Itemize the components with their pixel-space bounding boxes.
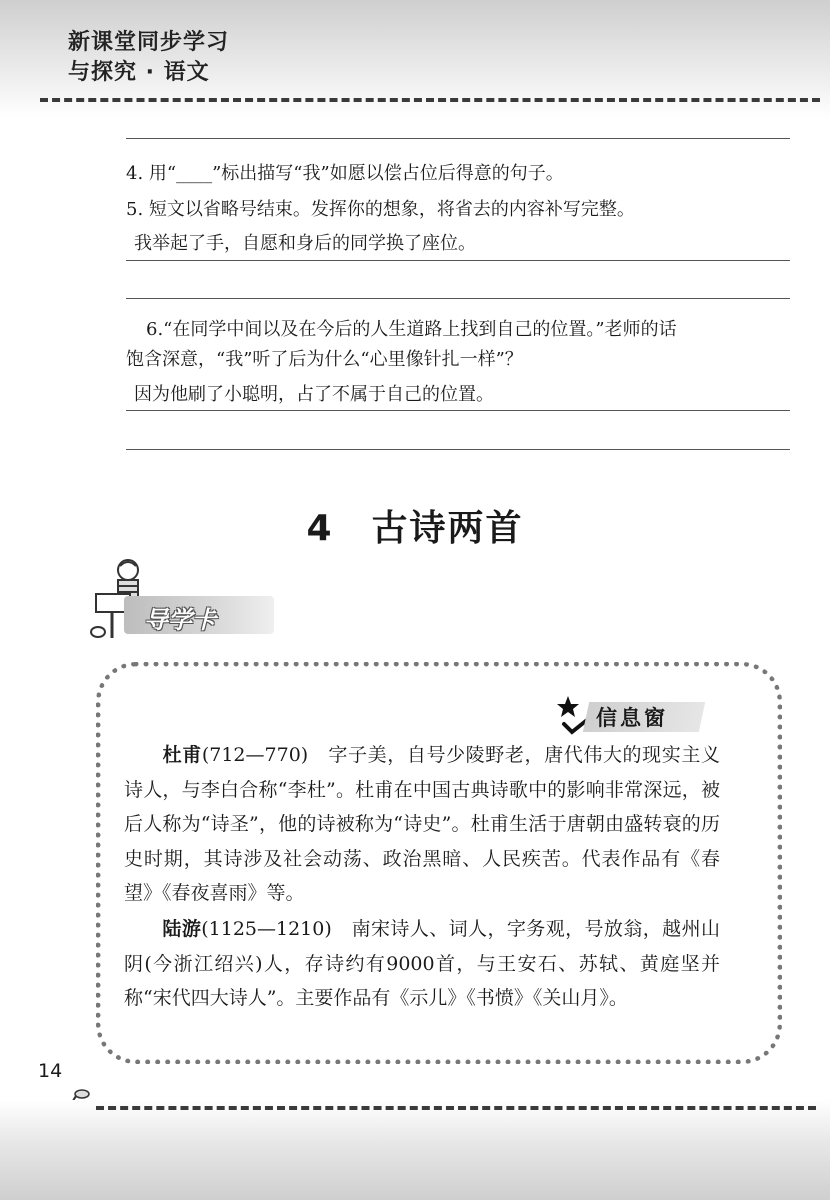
- page-header: [0, 0, 830, 118]
- guide-card-label: 导学卡: [144, 606, 216, 634]
- lesson-number: 4: [306, 508, 334, 549]
- footer-dashed-divider: [96, 1106, 816, 1110]
- info-paragraph-dufu: [124, 738, 720, 911]
- header-dashed-divider: [40, 98, 820, 102]
- guide-card-banner: [82, 556, 282, 646]
- answer-line: [126, 138, 790, 139]
- dufu-description: (712—770) 字子美，自号少陵野老，唐代伟大的现实主义诗人，与李白合称“李杜”。杜甫在中国古典诗歌中的影响非常深远，被后人称为“诗圣”，他的诗被称为“诗史”。杜甫生活于唐朝由盛转衰的历史时期，其诗涉及社会动荡、政治黑暗、人民疾苦。代表作品有《春望》《春夜喜雨》等。: [124, 744, 720, 904]
- question-6-line1: 6.“在同学中间以及在今后的人生道路上找到自己的位置。”老师的话: [146, 319, 677, 340]
- info-paragraph-luyou: [124, 912, 720, 1016]
- question-5: 5. 短文以省略号结束。发挥你的想象，将省去的内容补写完整。: [126, 199, 635, 220]
- info-window-label: 信息窗: [596, 706, 668, 730]
- dufu-name: 杜甫: [162, 744, 202, 766]
- answer-line: [126, 410, 790, 411]
- question-6-answer: 因为他刷了小聪明，占了不属于自己的位置。: [134, 384, 494, 405]
- lesson-heading: [0, 500, 830, 551]
- luyou-name: 陆游: [162, 918, 202, 940]
- question-5-answer: 我举起了手，自愿和身后的同学换了座位。: [134, 233, 476, 254]
- answer-line: [126, 260, 790, 261]
- info-window-tag: [556, 694, 706, 736]
- book-title-line1: 新课堂同步学习: [68, 30, 230, 55]
- answer-line: [126, 449, 790, 450]
- question-6-line2: 饱含深意，“我”听了后为什么“心里像针扎一样”？: [126, 349, 523, 370]
- luyou-description: (1125—1210) 南宋诗人、词人，字务观，号放翁，越州山阴(今浙江绍兴)人，存诗约有9000首，与王安石、苏轼、黄庭坚并称“宋代四大诗人”。主要作品有《示儿》《书愤》《关山月》。: [124, 918, 720, 1009]
- book-title: [68, 28, 229, 88]
- answer-line: [126, 298, 790, 299]
- question-4: 4. 用“____”标出描写“我”如愿以偿占位后得意的句子。: [126, 163, 564, 184]
- page-number: 14: [38, 1060, 63, 1082]
- page-footer: [0, 1100, 830, 1200]
- book-title-line2: 与探究 · 语文: [68, 60, 210, 85]
- lesson-title: 古诗两首: [371, 508, 524, 549]
